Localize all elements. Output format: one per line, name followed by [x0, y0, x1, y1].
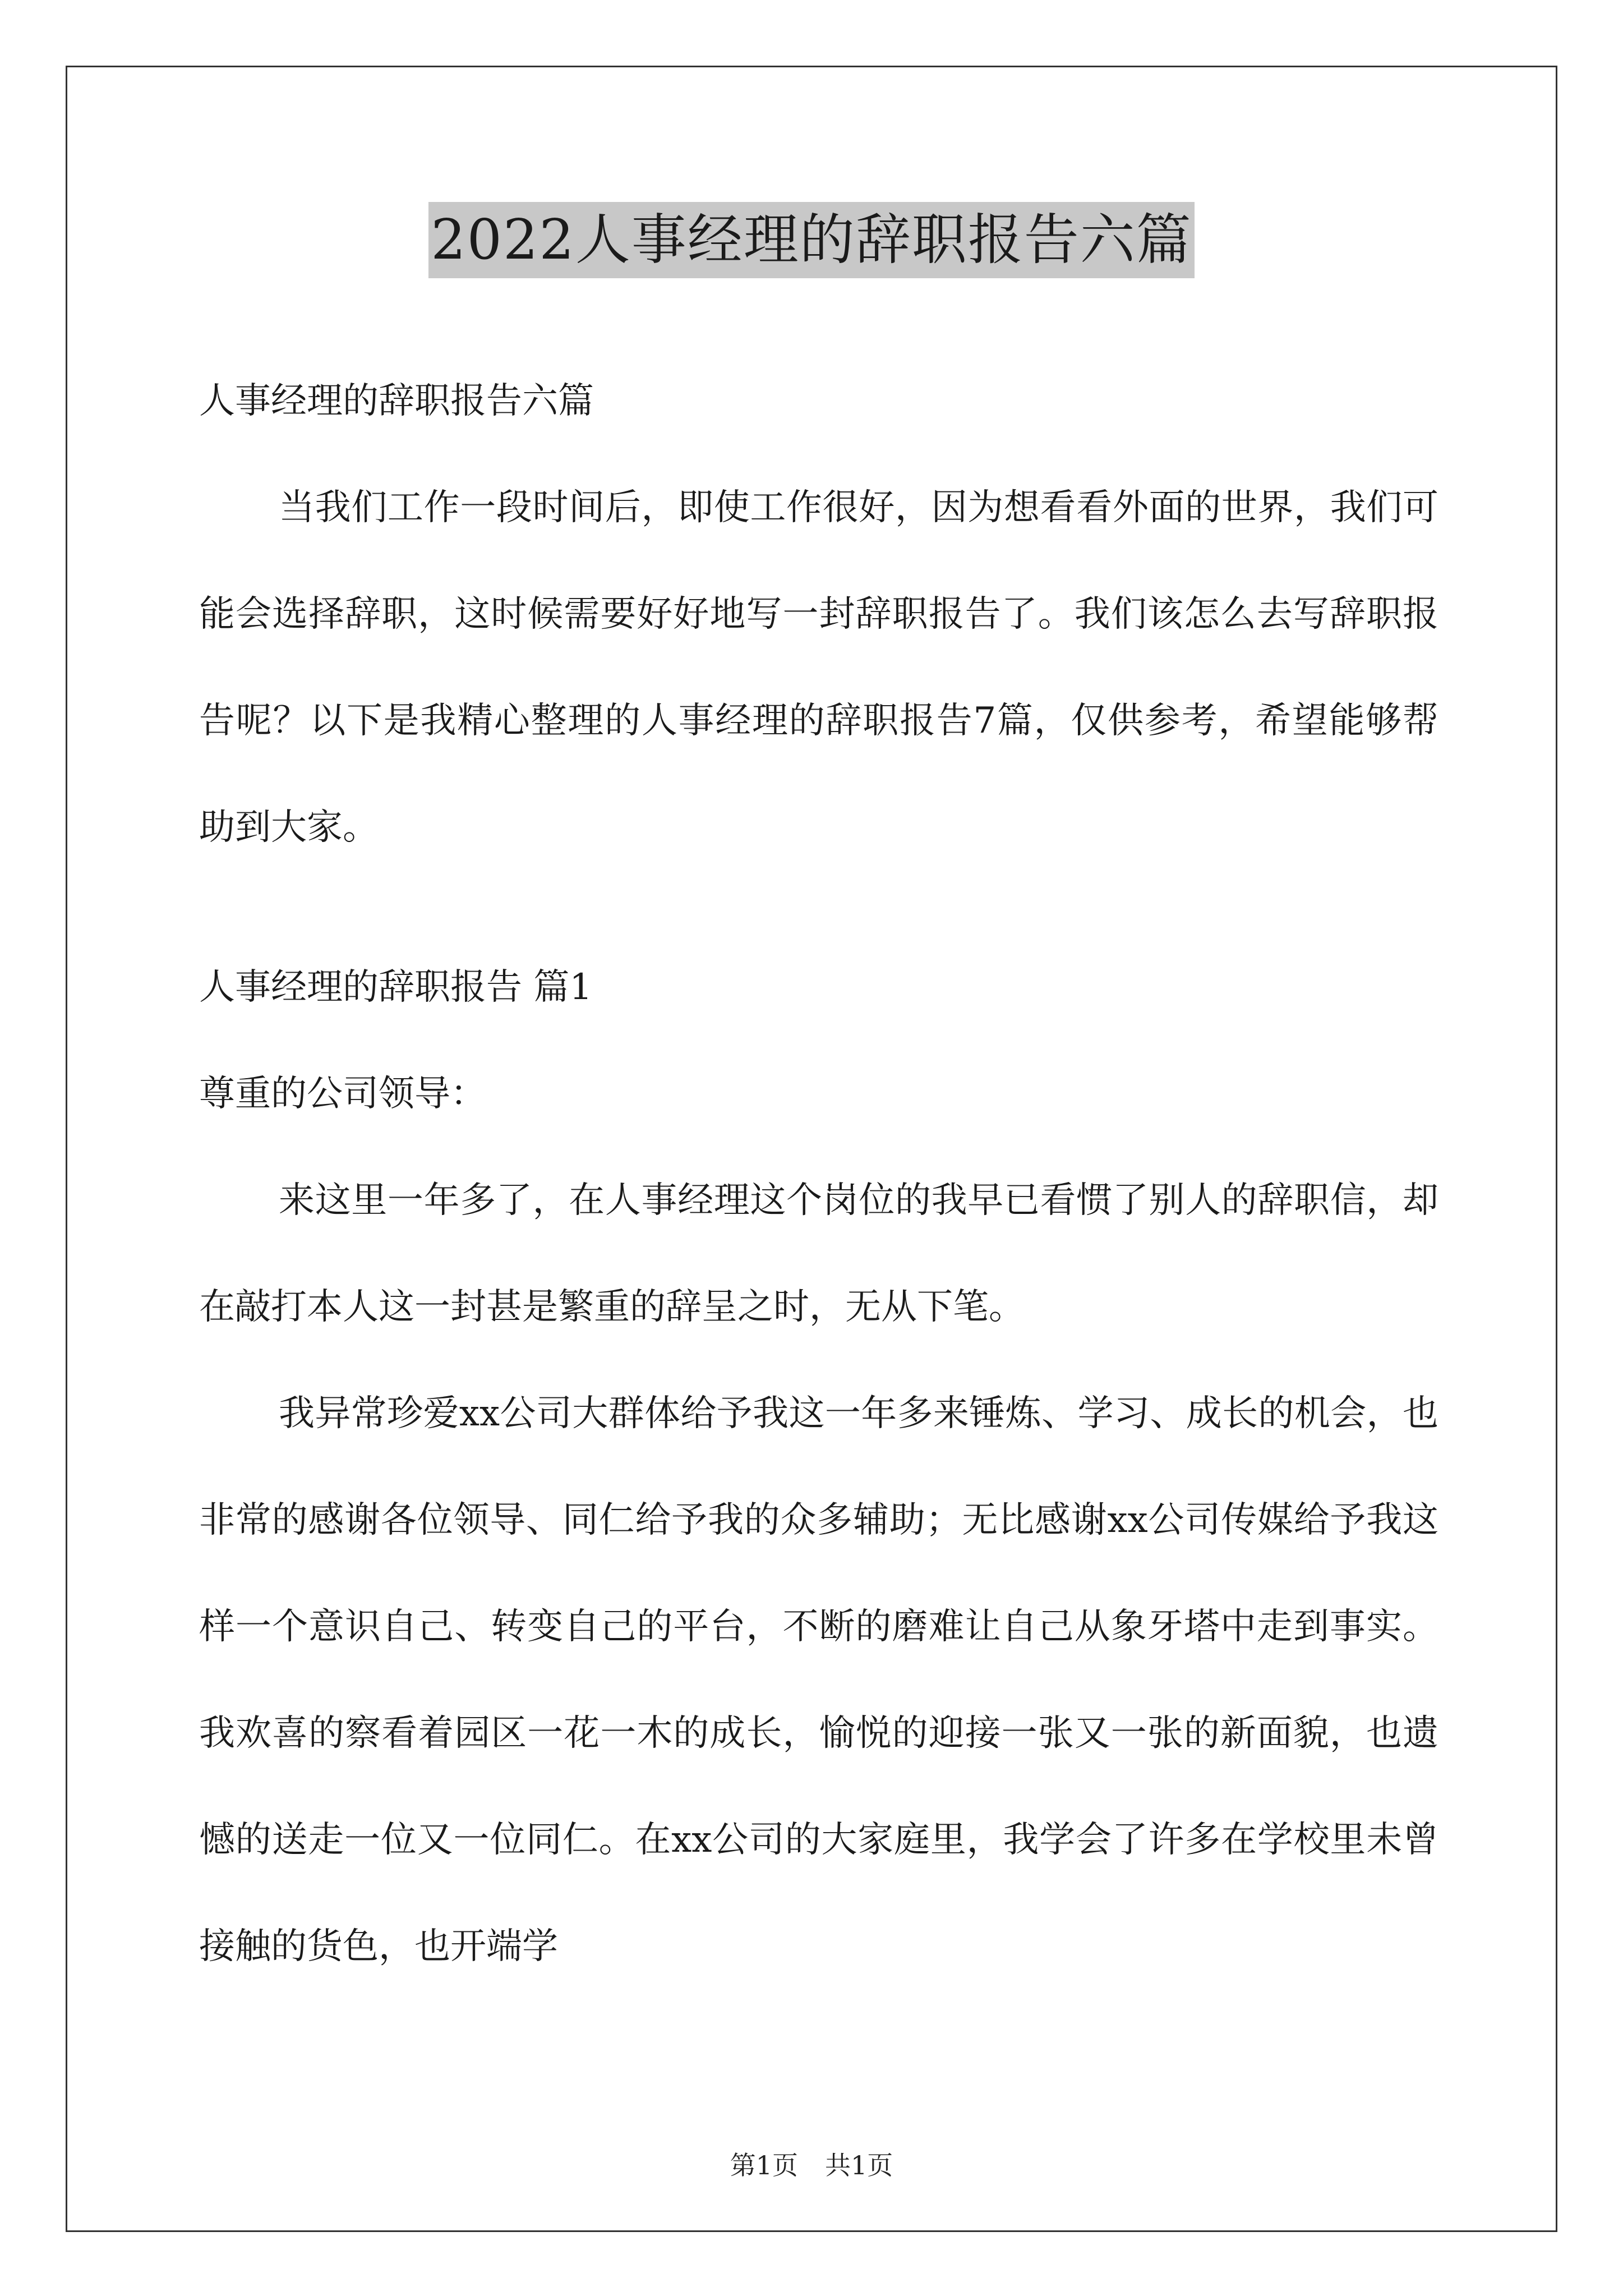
page-number: 第1页: [730, 2150, 798, 2180]
salutation: 尊重的公司领导：: [199, 1073, 486, 1115]
section-gap: [199, 881, 1438, 934]
section-heading: 人事经理的辞职报告 篇1: [199, 967, 593, 1008]
page-total: 共1页: [825, 2150, 893, 2180]
subtitle-paragraph: 人事经理的辞职报告六篇: [199, 380, 594, 422]
body-paragraph: 我异常珍爱xx公司大群体给予我这一年多来锤炼、学习、成长的机会，也非常的感谢各位领导、同仁给予我的众多辅助；无比感谢xx公司传媒给予我这样一个意识自己、转变自己的平台，不断的磨难让自己从象牙塔中走到事实。我欢喜的察看着园区一花一木的成长，愉悦的迎接一张又一张的新面貌，也遗憾的送走一位又一位同仁。在xx公司的大家庭里，我学会了许多在学校里未曾接触的货色，也开端学: [199, 1393, 1438, 1967]
intro-paragraph: 当我们工作一段时间后，即使工作很好，因为想看看外面的世界，我们可能会选择辞职，这时候需要好好地写一封辞职报告了。我们该怎么去写辞职报告呢？以下是我精心整理的人事经理的辞职报告7篇，仅供参考，希望能够帮助到大家。: [199, 487, 1438, 848]
document-title: 2022人事经理的辞职报告六篇: [428, 202, 1194, 278]
document-body: [199, 348, 1438, 2000]
page-footer: [0, 2148, 1623, 2182]
body-paragraph: 来这里一年多了，在人事经理这个岗位的我早已看惯了别人的辞职信，却在敲打本人这一封甚是繁重的辞呈之时，无从下笔。: [199, 1180, 1438, 1328]
title-container: [0, 202, 1623, 278]
